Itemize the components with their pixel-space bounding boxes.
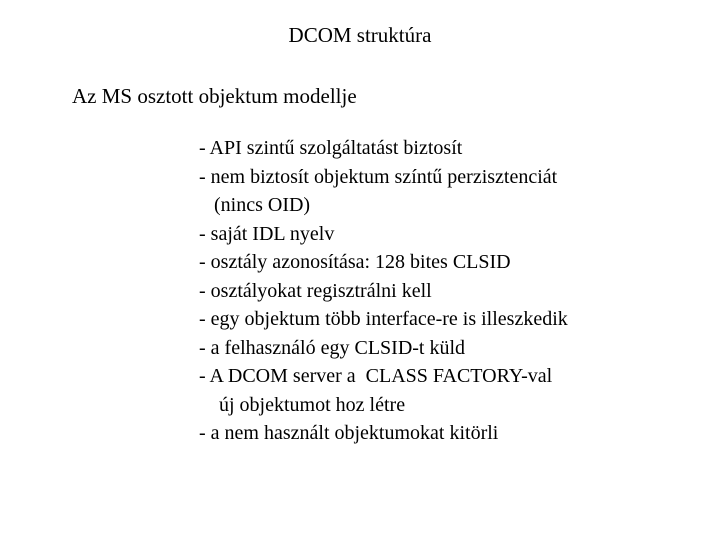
bullet-line: - A DCOM server a CLASS FACTORY-val	[199, 365, 553, 387]
slide-title: DCOM struktúra	[288, 23, 432, 47]
bullet-line: - a nem használt objektumokat kitörli	[199, 422, 499, 444]
bullet-line: - osztály azonosítása: 128 bites CLSID	[199, 251, 511, 273]
bullet-line: - saját IDL nyelv	[199, 222, 335, 245]
bullet-line: (nincs OID)	[199, 194, 311, 216]
slide-subtitle: Az MS osztott objektum modellje	[72, 84, 357, 108]
bullet-line: - API szintű szolgáltatást biztosít	[199, 137, 463, 159]
bullet-line: - osztályokat regisztrálni kell	[199, 279, 432, 302]
bullet-line: - nem biztosít objektum színtű perzisztenciát	[199, 165, 558, 188]
bullet-line: - a felhasználó egy CLSID-t küld	[199, 336, 466, 359]
bullet-line: új objektumot hoz létre	[199, 393, 406, 416]
bullet-list	[199, 134, 568, 448]
bullet-line: - egy objektum több interface-re is illeszkedik	[199, 308, 568, 330]
